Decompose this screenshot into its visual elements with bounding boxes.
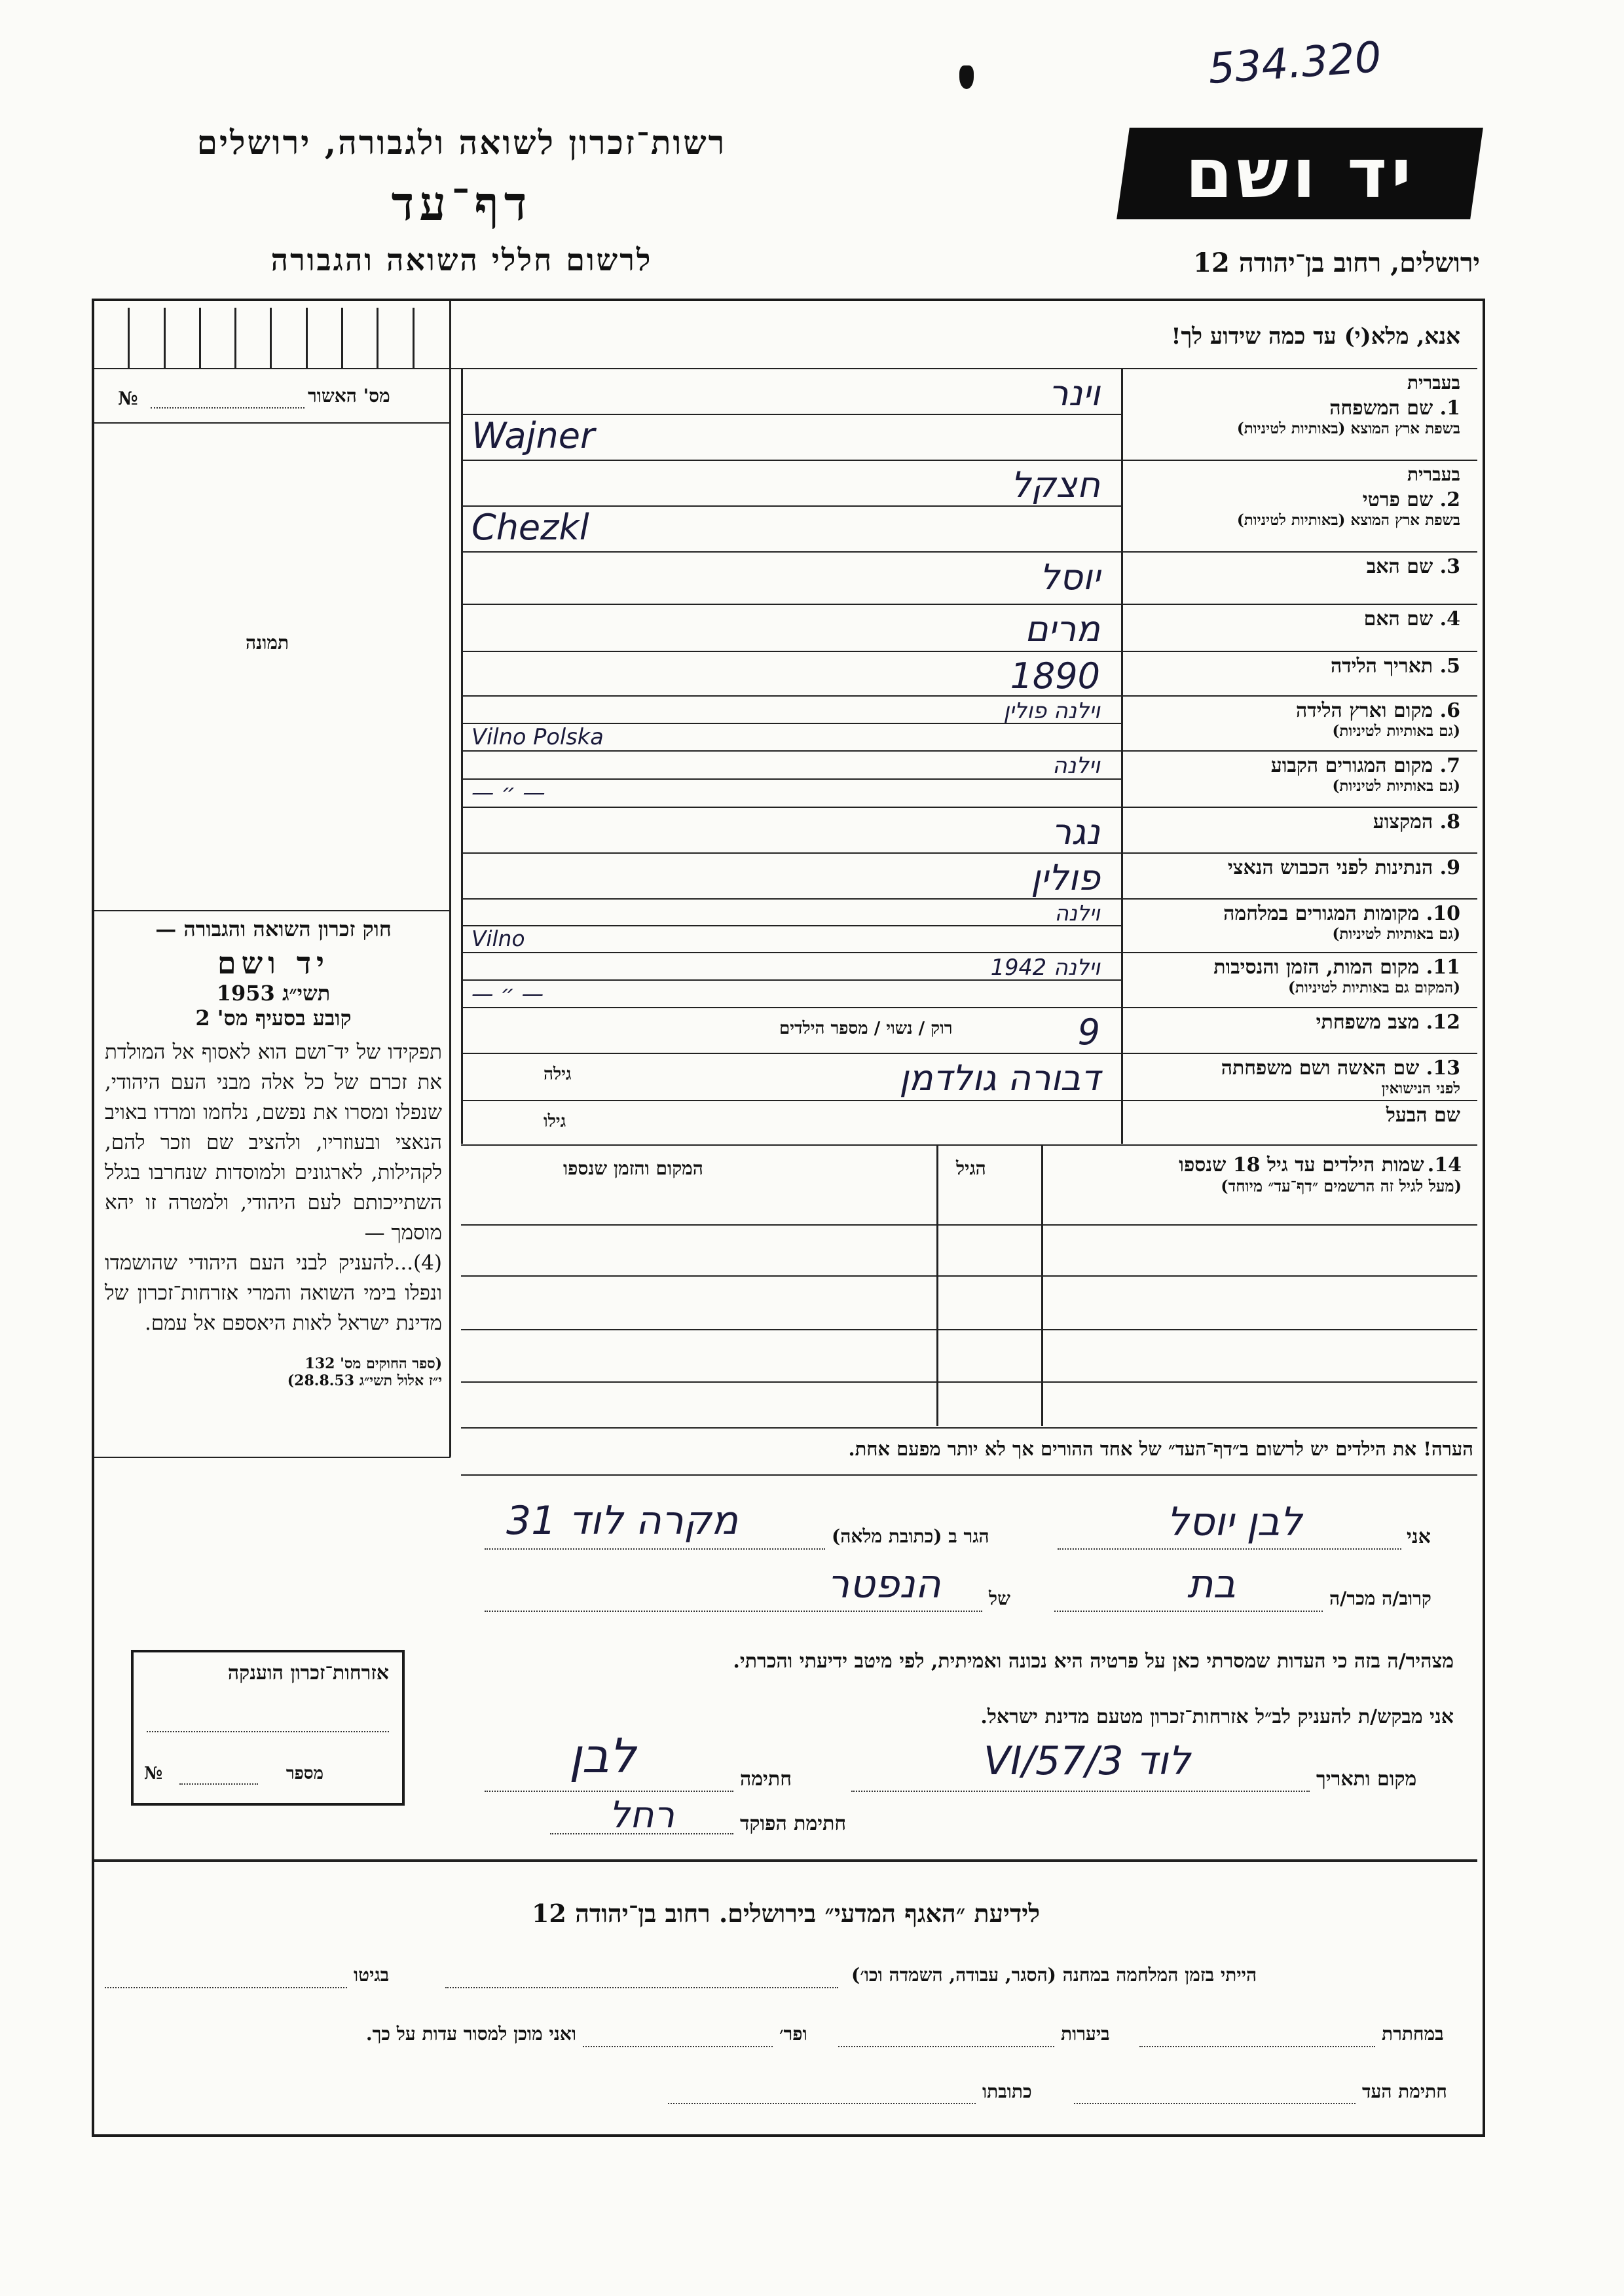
field-title: שם המשפחה [1329,397,1433,420]
field-label-9 [1126,856,1460,879]
declarant-address: מקרה לוד 31 [506,1498,739,1544]
citizenship-box-title: אזרחות־זכרון הוענקה [227,1662,389,1685]
place-date-value: לוד 3/VI/57 [984,1738,1190,1784]
field-label-10 [1126,902,1460,943]
field-subnote: (גם באותיות לטיניות) [1332,925,1460,943]
citizenship-box-number-label: מספר [286,1764,323,1783]
field-label-1 [1126,372,1460,437]
approval-boxes [94,308,448,368]
citizenship-box [131,1650,405,1806]
field-subnote: בשפת ארץ המוצא (באותיות לטיניות) [1236,420,1460,437]
field-value-11: וילנה 1942 [990,955,1100,981]
law-panel [105,917,442,1389]
field-subnote: לפני הנישואין [1381,1080,1460,1097]
declarant-i-label: אני [1407,1525,1431,1548]
children-field-label [1056,1154,1462,1196]
law-title: חוק זכרון השואה והגבורה — [155,917,392,941]
field-subnote: (גם באותיות לטיניות) [1332,777,1460,795]
field-title: שם האב [1366,555,1433,578]
field-value-latin-10: Vilno [471,926,525,951]
intro-instruction: אנא, מלא(י) עד כמה שידוע לך! [1171,323,1460,350]
field-title: שם הבעל [1386,1104,1460,1127]
authority-title: רשות־זכרון לשואה ולגבורה, ירושלים [196,123,727,162]
field-value-latin-1: Wajner [471,415,595,456]
age-label: גילה [544,1065,572,1084]
field-title: שם פרטי [1362,488,1433,511]
field-number: 3. [1439,555,1460,578]
field-value-3: יוסל [1039,556,1100,598]
field-title: תאריך הלידה [1331,655,1433,678]
place-date-label: מקום ותאריך [1316,1768,1417,1791]
field-number: 5. [1439,655,1460,678]
relative-label: קרוב/ה מכר/ה [1329,1588,1431,1609]
declarant-name: לבן יוסל [1166,1499,1302,1545]
children-place-header: המקום והזמן שנספו [563,1157,703,1179]
field-title: המקצוע [1373,811,1433,833]
field-number: 4. [1439,608,1460,630]
bottom-ghetto-label: בגיטו [354,1964,390,1986]
field-label-12 [1126,1011,1460,1034]
field-label-8 [1126,811,1460,833]
field-title: הנתינות לפני הכבוש הנאצי [1227,856,1433,879]
bottom-etc-label: ופר׳ [779,2023,807,2045]
witness-signature-label: חתימת העד [1362,2081,1447,2102]
field-lang-label: בעברית [1407,372,1460,393]
field-value-2: חצקל [1010,464,1100,505]
bottom-forests-label: ביערות [1061,2023,1110,2045]
field-number: 13. [1426,1057,1460,1080]
officer-signature: רחל [608,1794,675,1836]
of-label: של [989,1588,1010,1609]
law-source-2: י״ז אלול תשי״ג 28.8.53) [287,1372,442,1389]
field-title: שם האשה ושם משפחתה [1221,1057,1420,1080]
field-label-3 [1126,555,1460,578]
declarant-address-label: הגר ב (כתובת מלאה) [832,1525,989,1547]
field-label-14 [1126,1104,1460,1127]
form-title: דף־עד [391,175,532,231]
field-number: 1. [1439,397,1460,420]
field-number: 9. [1439,856,1460,879]
bottom-testimony-label: ואני מוכן למסור עדות על כך. [365,2023,576,2045]
bottom-camp-label: הייתי בזמן המלחמה במחנה (הסגר, עבודה, השמדה וכו׳) [851,1964,1257,1986]
field-title: מקום המות, הזמן והנסיבות [1213,956,1420,979]
law-year: תשי״ג 1953 [216,981,331,1006]
bottom-title: לידיעת ״האגף המדעי״ בירושלים. רחוב בן־יהודה 12 [531,1899,1041,1928]
children-field-title: שמות הילדים עד גיל 18 שנספו [1179,1154,1424,1176]
field-subnote: (המקום גם באותיות לטיניות) [1288,979,1460,996]
field-number: 8. [1439,811,1460,833]
field-value-1: וינר [1048,373,1100,414]
form-subtitle: לרשום חללי השואה והגבורה [270,242,653,278]
children-age-header: הגיל [956,1157,986,1179]
officer-signature-label: חתימת הפוקד [740,1812,847,1835]
field-title: מצב משפחתי [1316,1011,1420,1034]
law-source-1: (ספר החוקים מס' 132 [304,1355,442,1372]
field-value-latin-7: — ״ — [471,780,545,806]
bottom-underground-label: במחתרת [1382,2023,1444,2045]
field-label-13 [1126,1057,1460,1097]
field-label-5 [1126,655,1460,678]
field-value-6: וילנה פולין [1003,698,1100,724]
field-value-4: מרים [1024,608,1100,650]
field-label-2 [1126,464,1460,529]
law-text: תפקידו של יד־ושם הוא לאסוף אל המולדת את זכרם של כל אלה מבני העם היהודי, שנפלו ומסרו את נפשם, נלחמו ומרדו באויב הנאצי ובעוזריו, ולהציב שם וזכר להם, לקהילות, לארגונים ולמוסדות שנחרבו בגלל השתייכותם לעם היהודי, ולמטרה זו יהא מוסמך — [105,1040,442,1245]
field-title: שם האם [1363,608,1433,630]
field-label-6 [1126,699,1460,740]
field-value-10: וילנה [1054,901,1100,926]
field-number: 10. [1426,902,1460,925]
handwritten-reference-number: 534.320 [1206,33,1383,94]
field-title: מקומות המגורים במלחמה [1223,902,1420,925]
field-value-8: נגר [1051,811,1100,852]
field-value-7: וילנה [1052,753,1100,780]
field-value-5: 1890 [1010,655,1100,697]
field-title: מקום המגורים הקבוע [1270,754,1433,777]
field-label-7 [1126,754,1460,795]
declaration-text: מצהיר/ה בזה כי העדות שמסרתי כאן על פרטיה היא נכונה ואמיתית, לפי מיטב ידיעתי והכרתי. [733,1650,1454,1673]
field-lang-label: בעברית [1407,464,1460,485]
approval-number-label: מס' האשור [308,385,390,407]
signature-label: חתימה [740,1768,792,1791]
field-value-latin-2: Chezkl [471,507,589,548]
children-field-number: 14. [1427,1154,1462,1176]
of-value: הנפטר [827,1561,941,1607]
institution-address: ירושלים, רחוב בן־יהודה 12 [1193,247,1480,278]
field-number: 11. [1426,956,1460,979]
field-subnote: בשפת ארץ המוצא (באותיות לטיניות) [1236,511,1460,529]
field-subnote: (גם באותיות לטיניות) [1332,722,1460,740]
field-value-latin-6: Vilno Polska [471,724,604,750]
declarant-signature: לבן [568,1728,637,1783]
marital-status-options: רוק / נשוי / מספר הילדים [779,1019,953,1038]
field-value-12: 9 [1077,1011,1100,1053]
field-value-9: פולין [1031,857,1100,898]
field-label-4 [1126,608,1460,630]
field-number: 12. [1426,1011,1460,1034]
law-name: יד ושם [217,945,330,981]
law-text-2: (4)...להעניק לבני העם היהודי שהושמדו ונפלו בימי השואה והמרי אזרחות־זכרון של מדינת ישראל לאות היאספם אל עמם. [105,1251,442,1335]
law-clause: קובע בסעיף מס' 2 [195,1006,352,1030]
ink-mark [959,65,974,89]
field-number: 2. [1439,488,1460,511]
field-number: 7. [1439,754,1460,777]
request-text: אני מבקש/ת להעניק לב״ל אזרחות־זכרון מטעם מדינת ישראל. [980,1705,1454,1728]
age-label: גילו [544,1112,566,1131]
witness-address-label: כתובתו [982,2081,1032,2102]
field-label-11 [1126,956,1460,996]
yad-vashem-logo [1116,128,1483,219]
field-title: מקום וארץ הלידה [1295,699,1433,722]
photo-label: תמונה [246,632,289,653]
field-number: 6. [1439,699,1460,722]
relation-value: בת [1187,1561,1236,1607]
citizenship-box-number-mark: № [144,1764,163,1783]
field-value-latin-11: — ״ — [471,981,544,1006]
field-value-13: דבורה גולדמן [899,1057,1100,1099]
children-note: הערה! את הילדים יש לרשום ב״דף־העד״ של אחד ההורים אך לא יותר מפעם אחת. [848,1438,1473,1460]
logo-text: יד ושם [1185,134,1415,213]
approval-number-mark: № [118,388,138,409]
children-field-note: (מעל לגיל זה הרשמים ״דף־עד״ מיוחד) [1221,1176,1462,1195]
